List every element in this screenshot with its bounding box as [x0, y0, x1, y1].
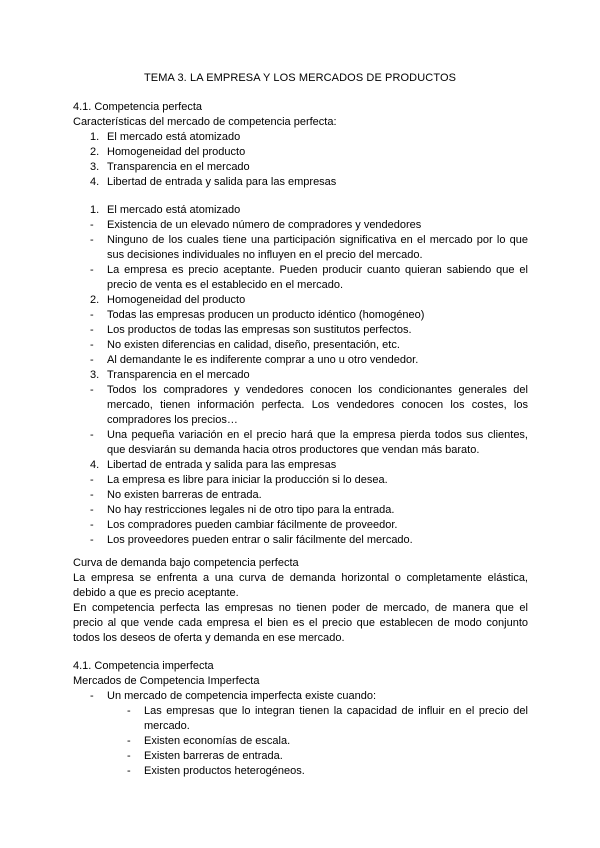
- detail-bullet: - Al demandante le es indiferente comprar a uno u otro vendedor.: [90, 354, 419, 366]
- detail-bullet: - La empresa es libre para iniciar la producción si lo desea.: [90, 474, 388, 486]
- section-subheading: Mercados de Competencia Imperfecta: [73, 675, 260, 687]
- detail-bullet: - Todos los compradores y vendedores conocen los condicionantes generales del mercado, tienen información perfecta. Los vendedores conocen los costes, los compradores los precios…: [90, 384, 528, 426]
- detail-bullet: - Una pequeña variación en el precio hará que la empresa pierda todos sus clientes, que desviarán su demanda hacia otros productores que vendan más barato.: [90, 429, 528, 456]
- detail-bullet: - Ninguno de los cuales tiene una participación significativa en el mercado por lo que sus decisiones individuales no influyen en el precio del mercado.: [90, 234, 528, 261]
- detail-bullet: - Todas las empresas producen un producto idéntico (homogéneo): [90, 309, 425, 321]
- detail-bullet: - La empresa es precio aceptante. Pueden producir cuanto quieran sabiendo que el precio de venta es el establecido en el mercado.: [90, 264, 528, 291]
- list-item: 2. Homogeneidad del producto: [90, 146, 246, 158]
- section-competencia-perfecta: [73, 100, 528, 190]
- list-item: - Existen barreras de entrada.: [127, 750, 283, 762]
- list-item: - Las empresas que lo integran tienen la capacidad de influir en el precio del mercado.: [127, 705, 528, 732]
- detail-bullet: - Los compradores pueden cambiar fácilmente de proveedor.: [90, 519, 398, 531]
- detail-bullet: - Los proveedores pueden entrar o salir fácilmente del mercado.: [90, 534, 413, 546]
- document-title: TEMA 3. LA EMPRESA Y LOS MERCADOS DE PRODUCTOS: [143, 72, 457, 84]
- detail-bullet: - No hay restricciones legales ni de otro tipo para la entrada.: [90, 504, 395, 516]
- detail-bullet: - Los productos de todas las empresas son sustitutos perfectos.: [90, 324, 412, 336]
- list-item: 4. Libertad de entrada y salida para las empresas: [90, 176, 337, 188]
- list-item: - Un mercado de competencia imperfecta existe cuando:: [90, 690, 377, 702]
- detail-heading: 1. El mercado está atomizado: [90, 204, 241, 216]
- curve-paragraph: La empresa se enfrenta a una curva de demanda horizontal o completamente elástica, debido a que es precio aceptante.: [73, 572, 528, 599]
- curve-paragraph: En competencia perfecta las empresas no tienen poder de mercado, de manera que el precio al que vende cada empresa el bien es el precio que establecen de modo conjunto todos los deseos de oferta y demanda en ese mercado.: [73, 602, 528, 644]
- detail-heading: 2. Homogeneidad del producto: [90, 294, 246, 306]
- list-item: 1. El mercado está atomizado: [90, 131, 241, 143]
- list-item: - Existen productos heterogéneos.: [127, 765, 305, 777]
- section-competencia-imperfecta: [73, 659, 528, 779]
- detail-bullet: - Existencia de un elevado número de compradores y vendedores: [90, 219, 422, 231]
- detail-heading: 4. Libertad de entrada y salida para las empresas: [90, 459, 337, 471]
- list-item: 3. Transparencia en el mercado: [90, 161, 250, 173]
- section-heading: 4.1. Competencia perfecta: [73, 101, 203, 113]
- section-intro: Características del mercado de competencia perfecta:: [73, 116, 337, 128]
- list-item: - Existen economías de escala.: [127, 735, 291, 747]
- detail-heading: 3. Transparencia en el mercado: [90, 369, 250, 381]
- curve-heading: Curva de demanda bajo competencia perfecta: [73, 557, 299, 569]
- characteristics-details: [73, 203, 528, 548]
- detail-bullet: - No existen diferencias en calidad, diseño, presentación, etc.: [90, 339, 400, 351]
- section-demand-curve: [73, 556, 528, 646]
- detail-bullet: - No existen barreras de entrada.: [90, 489, 262, 501]
- section-heading: 4.1. Competencia imperfecta: [73, 660, 214, 672]
